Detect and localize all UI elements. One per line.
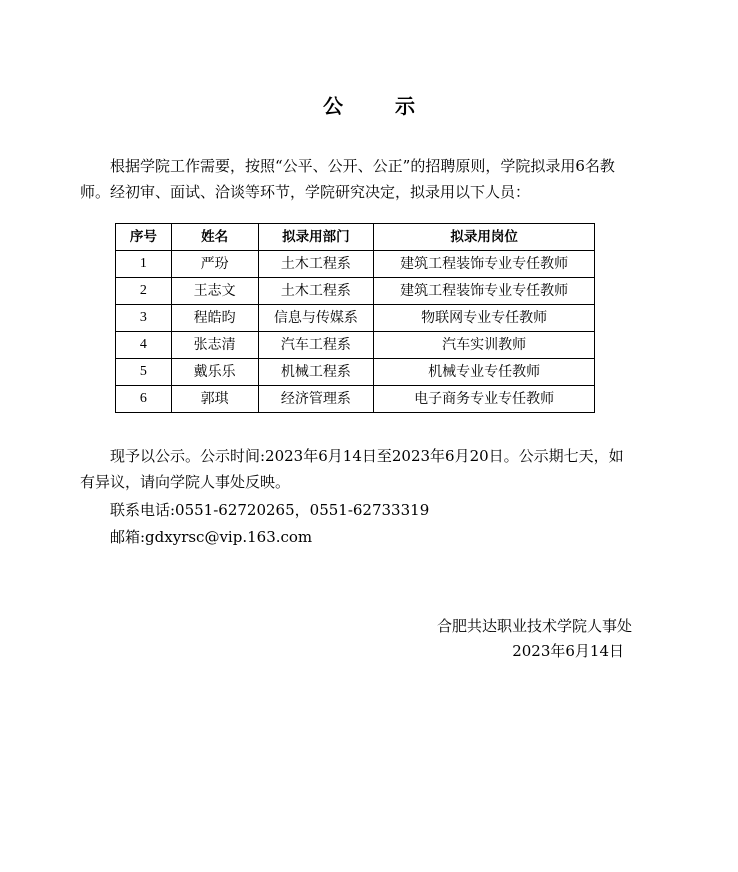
cell-name: 程皓昀 xyxy=(171,305,258,332)
table-row xyxy=(116,305,595,332)
header-position: 拟录用岗位 xyxy=(374,224,595,251)
cell-department: 经济管理系 xyxy=(258,386,374,413)
notice-title: 公 示 xyxy=(323,94,431,118)
cell-index: 5 xyxy=(116,359,172,386)
cell-index: 3 xyxy=(116,305,172,332)
header-name: 姓名 xyxy=(171,224,258,251)
cell-index: 6 xyxy=(116,386,172,413)
table-row xyxy=(116,251,595,278)
cell-department: 土木工程系 xyxy=(258,278,374,305)
cell-name: 郭琪 xyxy=(171,386,258,413)
issuing-organization: 合肥共达职业技术学院人事处 xyxy=(436,617,632,635)
intro-paragraph: 根据学院工作需要，按照“公平、公开、公正”的招聘原则，学院拟录用6名教师。经初审、面试、洽谈等环节，学院研究决定，拟录用以下人员： xyxy=(80,157,615,201)
notice-paragraph: 现予以公示。公示时间:2023年6月14日至2023年6月20日。公示期七天，如有异议，请向学院人事处反映。 xyxy=(80,447,624,491)
issue-date: 2023年6月14日 xyxy=(512,642,624,660)
header-index: 序号 xyxy=(116,224,172,251)
table-header-row xyxy=(116,224,595,251)
hire-table xyxy=(115,223,595,413)
table-row xyxy=(116,332,595,359)
cell-name: 严玢 xyxy=(171,251,258,278)
table-row xyxy=(116,359,595,386)
cell-name: 王志文 xyxy=(171,278,258,305)
table-row xyxy=(116,278,595,305)
cell-position: 建筑工程装饰专业专任教师 xyxy=(374,251,595,278)
cell-position: 机械专业专任教师 xyxy=(374,359,595,386)
cell-index: 4 xyxy=(116,332,172,359)
cell-department: 机械工程系 xyxy=(258,359,374,386)
cell-position: 电子商务专业专任教师 xyxy=(374,386,595,413)
cell-position: 物联网专业专任教师 xyxy=(374,305,595,332)
table-row xyxy=(116,386,595,413)
cell-index: 1 xyxy=(116,251,172,278)
contact-email: 邮箱:gdxyrsc@vip.163.com xyxy=(110,528,313,546)
cell-name: 张志清 xyxy=(171,332,258,359)
cell-department: 汽车工程系 xyxy=(258,332,374,359)
cell-name: 戴乐乐 xyxy=(171,359,258,386)
cell-position: 汽车实训教师 xyxy=(374,332,595,359)
cell-department: 信息与传媒系 xyxy=(258,305,374,332)
contact-phone: 联系电话:0551-62720265，0551-62733319 xyxy=(110,501,430,519)
header-department: 拟录用部门 xyxy=(258,224,374,251)
cell-department: 土木工程系 xyxy=(258,251,374,278)
cell-position: 建筑工程装饰专业专任教师 xyxy=(374,278,595,305)
cell-index: 2 xyxy=(116,278,172,305)
